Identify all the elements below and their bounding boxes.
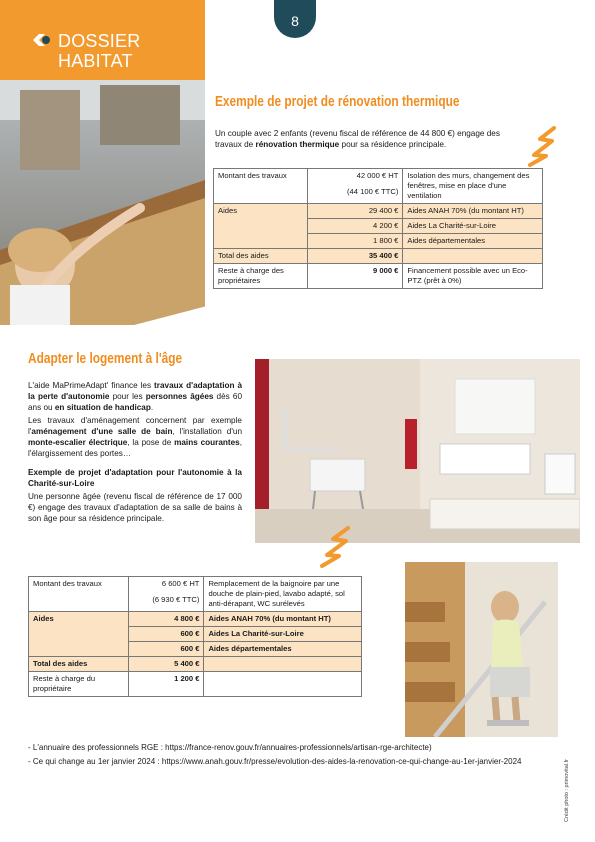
table-row — [29, 612, 362, 627]
table-cell: Aides La Charité-sur-Loire — [204, 627, 362, 642]
table-cell: 4 200 € — [307, 219, 403, 234]
text-bold: mains courantes — [174, 438, 240, 447]
footer-links — [28, 743, 568, 767]
text-bold: personnes âgées — [145, 392, 214, 401]
photo-child-window — [0, 80, 205, 325]
page-number: 8 — [274, 0, 316, 38]
table-cell: Aides — [214, 204, 308, 249]
table-cell — [204, 672, 362, 697]
intro-renovation — [215, 128, 515, 150]
example-text: Une personne âgée (revenu fiscal de référence de 17 000 €) engage des travaux d'adaptation de sa salle de bains à son âge pour sa résidence principale. — [28, 492, 242, 523]
table-cell: 1 200 € — [128, 672, 204, 697]
adapter-paragraph-1 — [28, 380, 242, 413]
intro-renovation-text-c: pour sa résidence principale. — [339, 140, 447, 149]
table-row — [29, 577, 362, 612]
montant-ht: 42 000 € HT — [356, 171, 399, 180]
example-title: Exemple de projet d'adaptation pour l'autonomie à la Charité-sur-Loire — [28, 468, 242, 488]
table-cell: Aides départementales — [204, 642, 362, 657]
table-cell: Financement possible avec un Eco-PTZ (prêt à 0%) — [403, 264, 543, 289]
table-cell: 600 € — [128, 627, 204, 642]
footer-link-rge[interactable]: - L'annuaire des professionnels RGE : https://france-renov.gouv.fr/annuaires-professionnels/artisan-rge-architecte) — [28, 743, 432, 752]
table-cell — [403, 249, 543, 264]
text-span: , l'installation d'un — [172, 427, 242, 436]
dossier-title-line1: DOSSIER — [58, 31, 141, 51]
montant-ht: 6 600 € HT — [161, 579, 200, 588]
text-span: dès 60 ans ou — [28, 392, 242, 412]
table-cell: Aides — [29, 612, 129, 657]
photo-child-window-illustration — [0, 80, 205, 325]
section-title-adapter: Adapter le logement à l'âge — [28, 351, 183, 367]
photo-stairlift — [405, 562, 558, 737]
text-span: , la pose de — [127, 438, 175, 447]
table-row — [214, 204, 543, 219]
table-cell: 1 800 € — [307, 234, 403, 249]
text-bold: travaux d'adaptation à la perte d'autonomie — [28, 381, 242, 401]
text-span: L'aide MaPrimeAdapt' finance les — [28, 381, 155, 390]
table-cell: 35 400 € — [307, 249, 403, 264]
table-row — [29, 657, 362, 672]
brand-logo-icon — [31, 33, 51, 47]
table-cell: Total des aides — [29, 657, 129, 672]
intro-renovation-bold: rénovation thermique — [255, 140, 340, 149]
adaptation-table — [28, 576, 362, 697]
text-bold: aménagement d'une salle de bain — [31, 427, 173, 436]
table-row — [214, 169, 543, 204]
photo-bathroom — [255, 359, 580, 543]
renovation-table — [213, 168, 543, 289]
montant-ttc: (44 100 € TTC) — [347, 187, 399, 196]
table-cell: Reste à charge des propriétaires — [214, 264, 308, 289]
table-cell: 4 800 € — [128, 612, 204, 627]
section-title-renovation: Exemple de projet de rénovation thermique — [215, 94, 460, 110]
table-cell: Isolation des murs, changement des fenêtres, mise en place d'une ventilation — [403, 169, 543, 204]
text-span: Aides ANAH 70% — [208, 614, 273, 623]
intro-renovation-text-a: Un couple avec 2 enfants (revenu fiscal de référence de 44 800 €) engage des travaux de — [215, 129, 500, 149]
table-cell: 29 400 € — [307, 204, 403, 219]
table-cell: Remplacement de la baignoire par une douche de plain-pied, lavabo adapté, sol anti-dérapant, WC surélevés — [204, 577, 362, 612]
table-cell — [307, 169, 403, 204]
table-cell: Total des aides — [214, 249, 308, 264]
text-span: Les travaux d'aménagement concernent par exemple l' — [28, 416, 242, 436]
footer-link-anah[interactable]: - Ce qui change au 1er janvier 2024 : https://www.anah.gouv.fr/presse/evolution-des-aides-la-renovation-ce-qui-change-au-1er-janvier-2024 — [28, 756, 522, 766]
table-cell: Aides départementales — [403, 234, 543, 249]
text-span: (du montant HT) — [272, 614, 331, 623]
text-span: . — [150, 403, 154, 412]
table-cell: Aides La Charité-sur-Loire — [403, 219, 543, 234]
table-cell: Aides ANAH 70% (du montant HT) — [403, 204, 543, 219]
text-bold: en situation de handicap — [54, 403, 151, 412]
table-cell: Montant des travaux — [29, 577, 129, 612]
table-cell — [204, 657, 362, 672]
table-row — [29, 672, 362, 697]
photo-bathroom-illustration — [255, 359, 580, 543]
adapter-paragraph-2 — [28, 415, 242, 459]
dossier-title — [58, 31, 203, 71]
adapter-text — [28, 380, 242, 526]
table-row — [214, 264, 543, 289]
orange-zigzag-icon-2 — [318, 525, 358, 569]
text-span: , l'élargissement des portes… — [28, 438, 242, 458]
photo-stairlift-illustration — [405, 562, 558, 737]
text-bold: monte-escalier électrique — [28, 438, 128, 447]
orange-zigzag-icon — [526, 125, 562, 167]
table-cell: 9 000 € — [307, 264, 403, 289]
table-cell: 5 400 € — [128, 657, 204, 672]
table-cell: Reste à charge du propriétaire — [29, 672, 129, 697]
table-cell — [204, 612, 362, 627]
photo-credit: Crédit photo : primovital.fr — [564, 759, 570, 822]
table-cell — [128, 577, 204, 612]
table-cell: 600 € — [128, 642, 204, 657]
table-cell: Montant des travaux — [214, 169, 308, 204]
table-row — [214, 249, 543, 264]
text-span: pour les — [109, 392, 146, 401]
montant-ttc: (6 930 € TTC) — [152, 595, 200, 604]
dossier-title-line2: HABITAT — [58, 51, 133, 71]
